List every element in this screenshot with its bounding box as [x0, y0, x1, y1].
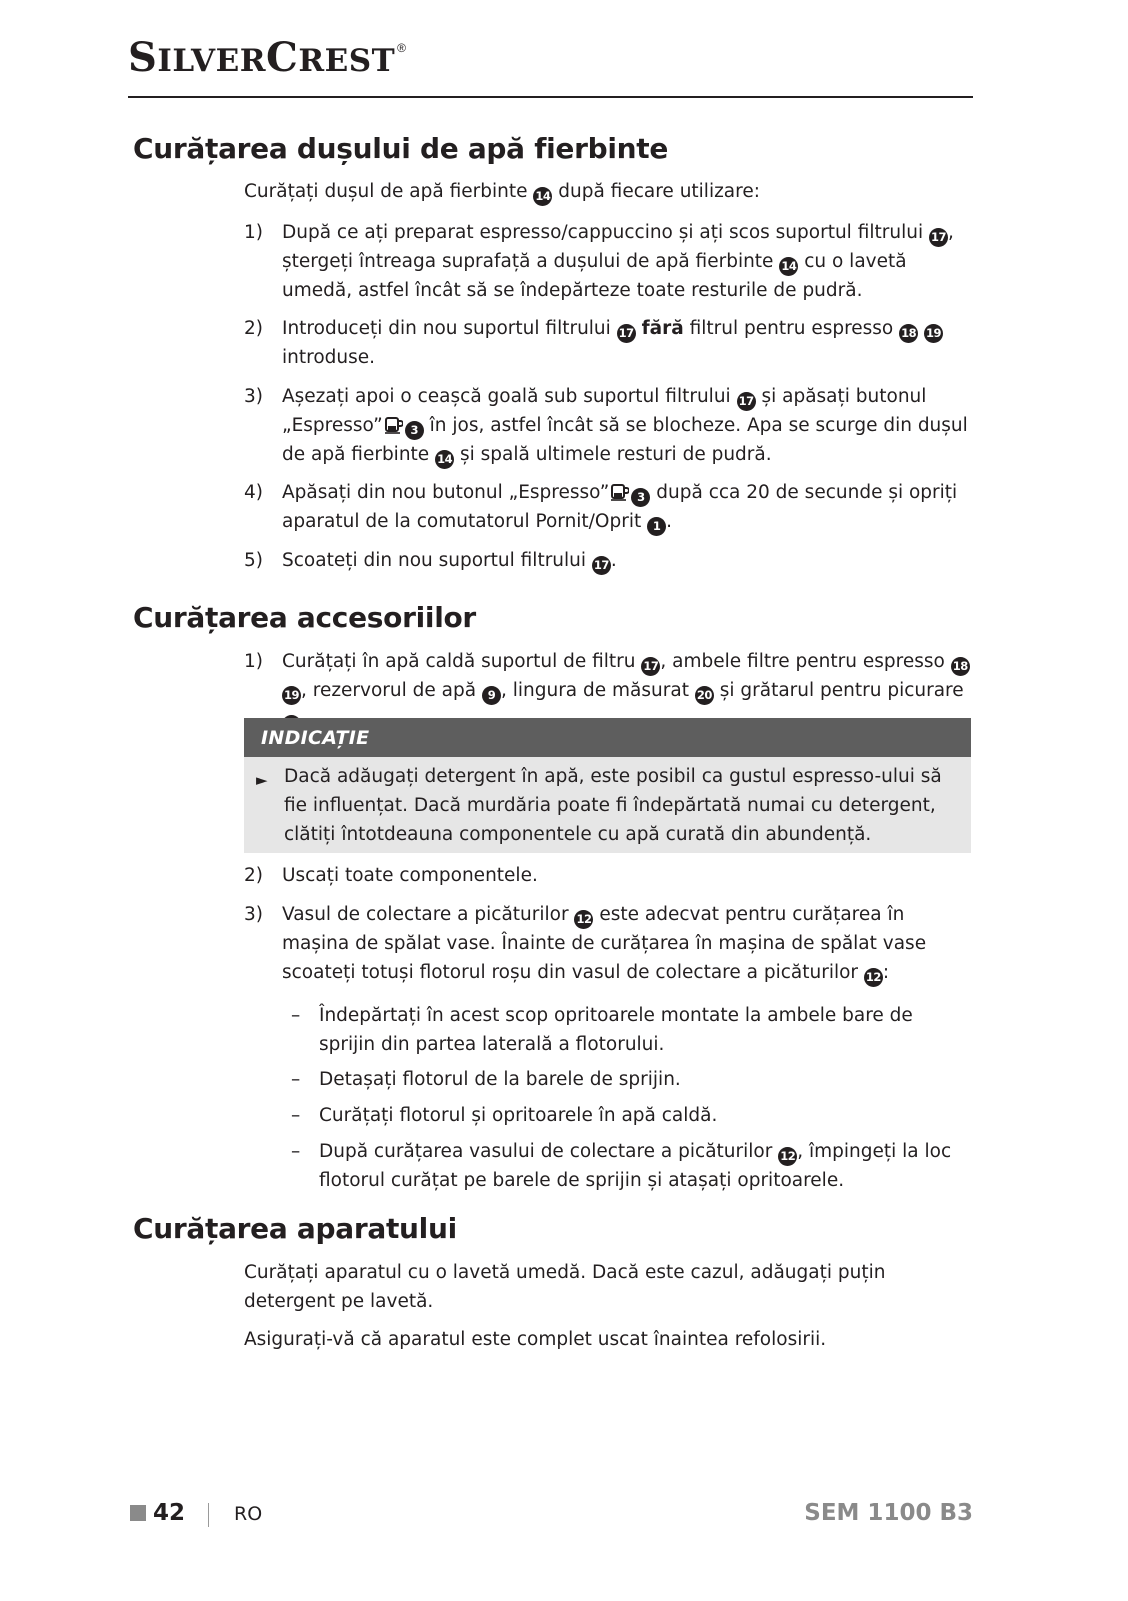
- ref-badge: 18: [899, 324, 918, 343]
- list-item: 5) Scoateți din nou suportul filtrului 17 .: [244, 546, 974, 575]
- ref-badge: 18: [951, 657, 970, 676]
- ref-badge: 3: [405, 421, 424, 440]
- section-title-appliance: Curățarea aparatului: [133, 1212, 457, 1245]
- ref-badge: 12: [778, 1147, 797, 1166]
- model-number: SEM 1100 B3: [804, 1500, 973, 1526]
- ref-badge: 9: [482, 686, 501, 705]
- ref-badge: 20: [695, 686, 714, 705]
- espresso-cup-icon: [385, 417, 403, 434]
- section3-paragraph: Curățați aparatul cu o lavetă umedă. Dacă este cazul, adăugați puțin detergent pe lavetă.: [244, 1262, 886, 1312]
- brand-logo: [128, 34, 407, 81]
- list-item: 4) Apăsați din nou butonul „Espresso” 3 după cca 20 de secunde și opriți aparatul de la comutatorul Pornit/Oprit 1 .: [244, 478, 974, 536]
- sub-list-item: – După curățarea vasului de colectare a picăturilor 12 , împingeți la loc flotorul curățat pe barele de sprijin și atașați opritoarele.: [291, 1141, 952, 1191]
- footer-marker: [130, 1505, 146, 1521]
- ref-badge: 17: [617, 324, 636, 343]
- registered-mark: ®: [397, 41, 407, 55]
- ref-badge: 19: [282, 686, 301, 705]
- ref-badge: 12: [574, 910, 593, 929]
- sub-list-item: – Detașați flotorul de la barele de sprijin.: [291, 1069, 681, 1090]
- ref-badge: 12: [864, 968, 883, 987]
- sub-list-item: – Îndepărtați în acest scop opritoarele montate la ambele bare de sprijin din partea laterală a flotorului.: [291, 1005, 913, 1055]
- list-item: 1) După ce ați preparat espresso/cappuccino și ați scos suportul filtrului 17 , ștergeți întreaga suprafață a dușului de apă fierbinte 14 cu o lavetă umedă, astfel încât să se îndepărteze toate resturile de pudră.: [244, 222, 954, 301]
- list-item: 3) Așezați apoi o ceașcă goală sub suportul filtrului 17 și apăsați butonul „Espresso” 3 în jos, astfel încât să se blocheze. Apa se scurge din dușul de apă fierbinte 14 și spală ultimele resturi de pudră.: [244, 382, 974, 469]
- ref-badge: 19: [924, 324, 943, 343]
- ref-badge: 3: [631, 488, 650, 507]
- header-rule: [128, 96, 973, 98]
- list-item: 1) Curățați în apă caldă suportul de filtru 17 , ambele filtre pentru espresso 18 19 , rezervorul de apă 9 , lingura de măsurat 20 și grătarul pentru picurare: [244, 647, 974, 734]
- note-header: [244, 718, 971, 757]
- page-number: 42: [153, 1500, 186, 1526]
- ref-badge: 14: [435, 450, 454, 469]
- language-code: RO: [234, 1503, 263, 1525]
- ref-badge: 17: [737, 392, 756, 411]
- ref-badge: 1: [647, 517, 666, 536]
- footer-divider: [208, 1503, 209, 1527]
- espresso-cup-icon: [611, 484, 629, 501]
- section1-intro: Curățați dușul de apă fierbinte 14 după fiecare utilizare:: [244, 177, 974, 206]
- section-title-hot-water-shower: Curățarea dușului de apă fierbinte: [133, 132, 669, 165]
- arrow-icon: ►: [256, 771, 268, 789]
- ref-badge: 14: [779, 257, 798, 276]
- list-item: 3) Vasul de colectare a picăturilor 12 este adecvat pentru curățarea în mașina de spălat vase. Înainte de curățarea în mașina de spălat vase scoateți totuși flotorul roșu din vasul de colectare a picăturilor 12 :: [244, 900, 974, 987]
- section-title-accessories: Curățarea accesoriilor: [133, 601, 476, 634]
- ref-badge: 14: [533, 187, 552, 206]
- brand-name: SILVERCREST: [128, 34, 396, 81]
- note-body: [244, 757, 971, 853]
- note-label: INDICAȚIE: [261, 727, 370, 749]
- note-text: Dacă adăugați detergent în apă, este posibil ca gustul espresso-ului să fie influențat. Dacă murdăria poate fi îndepărtată numai cu detergent, clătiți întotdeauna componentele cu apă curată din abundență.: [284, 766, 942, 845]
- ref-badge: 17: [641, 657, 660, 676]
- section3-paragraph: Asigurați-vă că aparatul este complet uscat înaintea refolosirii.: [244, 1329, 827, 1350]
- ref-badge: 17: [929, 228, 948, 247]
- list-item: 2) Introduceți din nou suportul filtrului 17 fără filtrul pentru espresso 18 19 introduse.: [244, 318, 942, 368]
- list-item: 2) Uscați toate componentele.: [244, 865, 538, 886]
- sub-list-item: – Curățați flotorul și opritoarele în apă caldă.: [291, 1105, 718, 1126]
- ref-badge: 17: [592, 556, 611, 575]
